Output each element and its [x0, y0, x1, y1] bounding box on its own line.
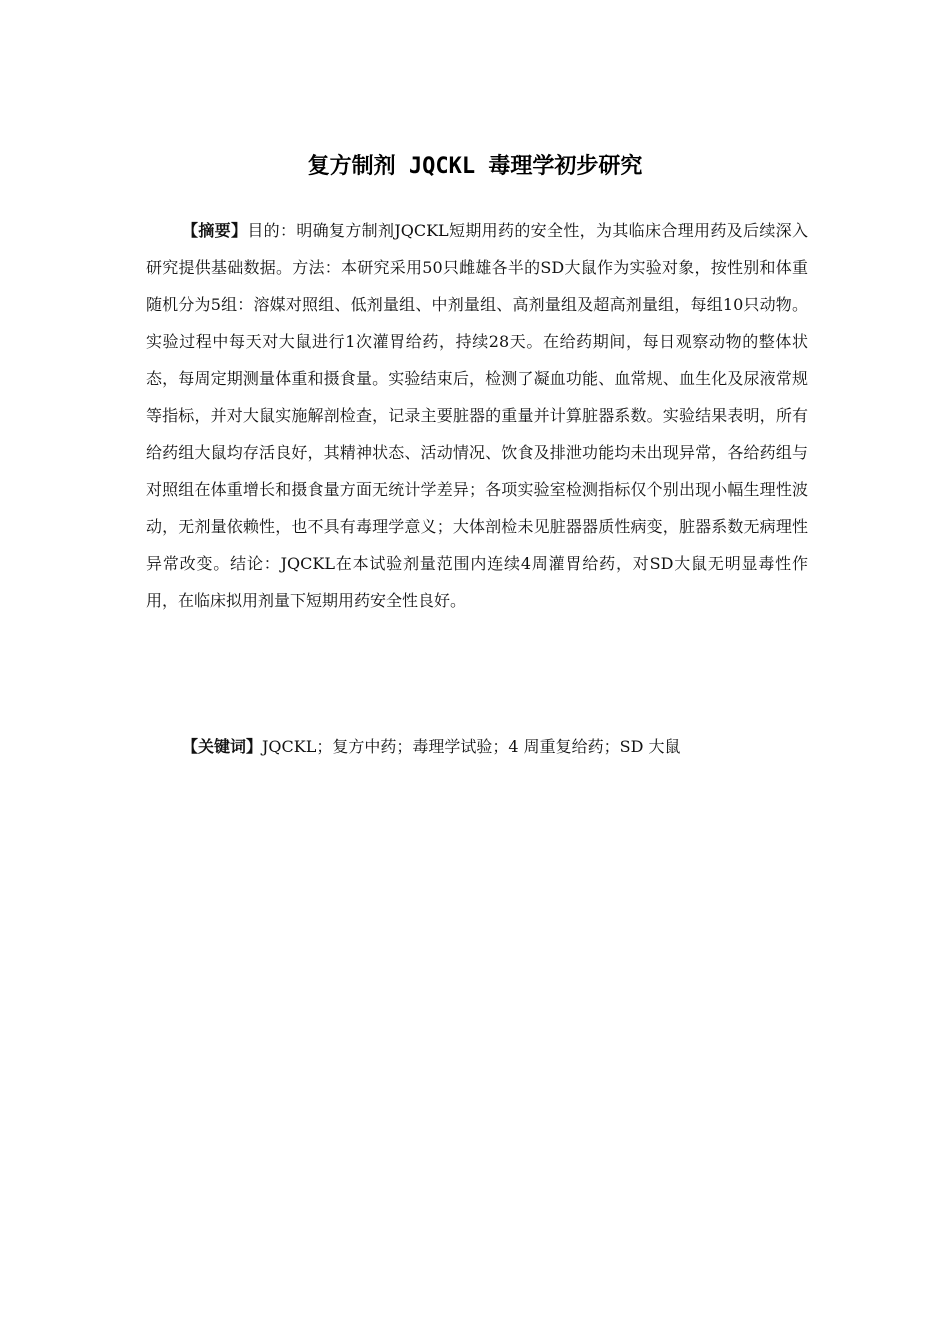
- keywords-label: 【关键词】: [182, 737, 263, 756]
- abstract-text: 目的：明确复方制剂JQCKL短期用药的安全性，为其临床合理用药及后续深入研究提供基础数据。方法：本研究采用50只雌雄各半的SD大鼠作为实验对象，按性别和体重随机分为5组：溶媒对照组、低剂量组、中剂量组、高剂量组及超高剂量组，每组10只动物。实验过程中每天对大鼠进行1次灌胃给药，持续28天。在给药期间，每日观察动物的整体状态，每周定期测量体重和摄食量。实验结束后，检测了凝血功能、血常规、血生化及尿液常规等指标，并对大鼠实施解剖检查，记录主要脏器的重量并计算脏器系数。实验结果表明，所有给药组大鼠均存活良好，其精神状态、活动情况、饮食及排泄功能均未出现异常，各给药组与对照组在体重增长和摄食量方面无统计学差异；各项实验室检测指标仅个别出现小幅生理性波动，无剂量依赖性，也不具有毒理学意义；大体剖检未见脏器器质性病变，脏器系数无病理性异常改变。结论：JQCKL在本试验剂量范围内连续4周灌胃给药，对SD大鼠无明显毒性作用，在临床拟用剂量下短期用药安全性良好。: [146, 221, 808, 610]
- abstract-label: 【摘要】: [182, 221, 248, 240]
- keywords-paragraph: [146, 728, 808, 765]
- abstract-paragraph: [146, 212, 808, 619]
- document-title: 复方制剂 JQCKL 毒理学初步研究: [307, 154, 643, 179]
- keywords-text: JQCKL；复方中药；毒理学试验；4 周重复给药；SD 大鼠: [262, 737, 681, 756]
